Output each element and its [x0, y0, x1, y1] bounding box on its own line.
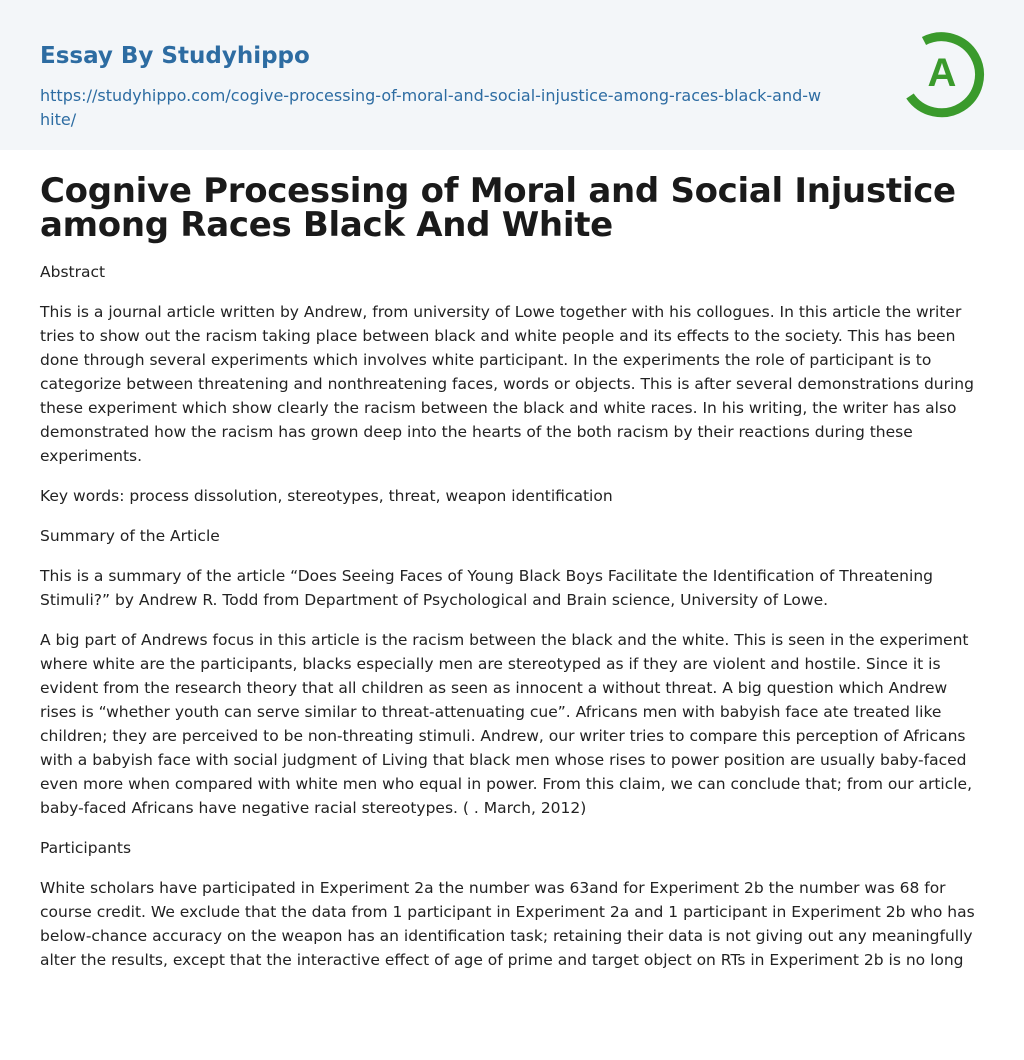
- keywords-paragraph: Key words: process dissolution, stereotypes, threat, weapon identification: [40, 487, 613, 505]
- summary-paragraph-2: A big part of Andrews focus in this article is the racism between the black and the white. This is seen in the experiment where white are the participants, blacks especially men are stereotyped as if they are violent and hostile. Since it is evident from the research theory that all children as seen as innocent a without threat. A big question which Andrew rises is “whether youth can serve similar to threat-attenuating cue”. Africans men with babyish face ate treated like children; they are perceived to be non-threating stimuli. Andrew, our writer tries to compare this perception of Africans with a babyish face with social judgment of Living that black men whose rises to power position are usually baby-faced even more when compared with white men who equal in power. From this claim, we can conclude that; from our article, baby-faced Africans have negative racial stereotypes. ( . March, 2012): [40, 631, 973, 817]
- abstract-heading: Abstract: [40, 263, 106, 281]
- logo-letter: A: [927, 51, 957, 95]
- article-url-link[interactable]: https://studyhippo.com/cogive-processing-of-moral-and-social-injustice-among-races-black-and-white/: [40, 86, 822, 129]
- article-content: [0, 171, 1024, 972]
- site-header: [0, 0, 1024, 150]
- participants-heading: Participants: [40, 839, 132, 857]
- summary-paragraph-1: This is a summary of the article “Does Seeing Faces of Young Black Boys Facilitate the Identification of Threatening Stimuli?” by Andrew R. Todd from Department of Psychological and Brain science, University of Lowe.: [40, 567, 933, 609]
- studyhippo-logo-icon[interactable]: [896, 28, 986, 118]
- participants-paragraph: White scholars have participated in Experiment 2a the number was 63and for Experiment 2b the number was 68 for course credit. We exclude that the data from 1 participant in Experiment 2a and 1 participant in Experiment 2b who has below-chance accuracy on the weapon has an identification task; retaining their data is not giving out any meaningfully alter the results, except that the interactive effect of age of prime and target object on RTs in Experiment 2b is no long: [40, 879, 975, 969]
- page-title: Cognive Processing of Moral and Social Injustice among Races Black And White: [40, 171, 956, 245]
- abstract-paragraph: This is a journal article written by Andrew, from university of Lowe together with his collogues. In this article the writer tries to show out the racism taking place between black and white people and its effects to the society. This has been done through several experiments which involves white participant. In the experiments the role of participant is to categorize between threatening and nonthreatening faces, words or objects. This is after several demonstrations during these experiment which show clearly the racism between the black and white races. In his writing, the writer has also demonstrated how the racism has grown deep into the hearts of the both racism by their reactions during these experiments.: [40, 303, 974, 465]
- summary-heading: Summary of the Article: [40, 527, 220, 545]
- site-brand[interactable]: Essay By Studyhippo: [40, 43, 310, 69]
